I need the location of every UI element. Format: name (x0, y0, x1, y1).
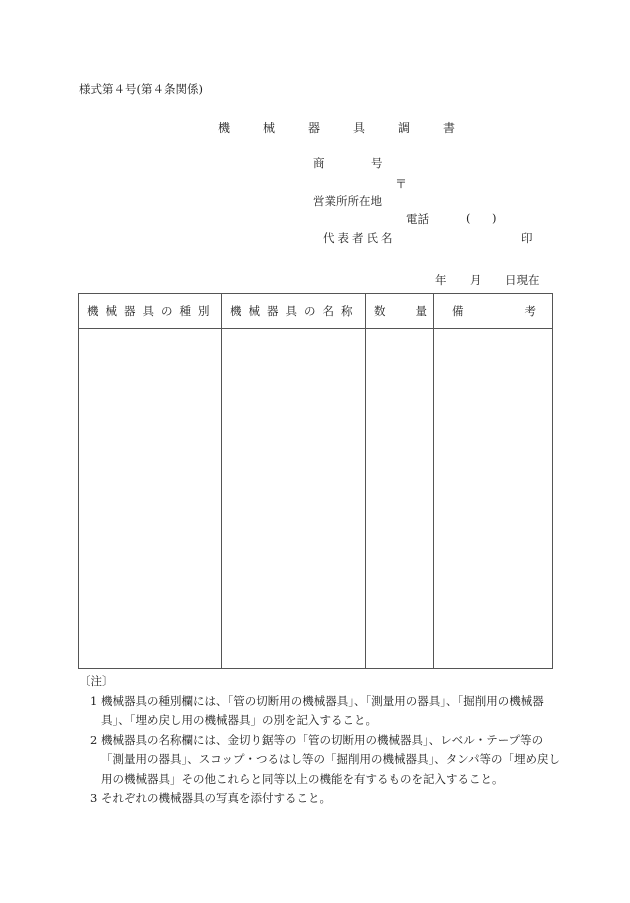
header-quantity: 数 量 (366, 294, 434, 329)
note-item (79, 692, 564, 731)
phone-paren-open: ( (466, 211, 471, 225)
postal-mark-icon: 〒 (395, 177, 408, 191)
note-item (79, 789, 564, 809)
equipment-table (78, 293, 553, 669)
header-remarks: 備 考 (434, 294, 553, 329)
note-text: それぞれの機械器具の写真を添付すること。 (101, 791, 331, 805)
note-number: 1 (90, 693, 98, 708)
date-month-label: 月 (470, 273, 482, 287)
cell-remarks[interactable] (434, 329, 553, 669)
form-number: 様式第４号(第４条関係) (79, 82, 203, 96)
note-item (79, 731, 564, 790)
cell-equipment-name[interactable] (222, 329, 366, 669)
table-row (79, 329, 553, 669)
date-year-label: 年 (435, 273, 447, 287)
date-day-label: 日現在 (505, 273, 540, 287)
note-text: 機械器具の種別欄には、「管の切断用の機械器具」、「測量用の器具」、「掘削用の機械器具」、「埋め戻し用の機械器具」の別を記入すること。 (101, 693, 544, 727)
document-title (218, 119, 488, 136)
header-equipment-name: 機械器具の名称 (222, 294, 366, 329)
trade-name-label-right: 号 (371, 156, 383, 170)
cell-quantity[interactable] (366, 329, 434, 669)
phone-paren-close: ) (492, 211, 497, 225)
representative-label: 代表者氏名 (323, 231, 396, 245)
title-char: 機 (218, 121, 231, 135)
title-char: 調 (398, 121, 411, 135)
title-char: 具 (353, 121, 366, 135)
phone-label: 電話 (406, 212, 429, 226)
trade-name-label-left: 商 (313, 156, 325, 170)
office-address-label: 営業所所在地 (313, 194, 382, 208)
note-text: 機械器具の名称欄には、金切り鋸等の「管の切断用の機械器具」、レベル・テープ等の「測量用の器具」、スコップ・つるはし等の「掘削用の機械器具」、タンパ等の「埋め戻し用の機械器具」その他これらと同等以上の機能を有するものを記入すること。 (101, 732, 560, 786)
cell-equipment-type[interactable] (79, 329, 222, 669)
title-char: 器 (308, 121, 321, 135)
title-char: 書 (443, 121, 456, 135)
note-number: 2 (90, 732, 98, 747)
seal-label: 印 (521, 231, 533, 245)
note-number: 3 (90, 791, 98, 805)
header-equipment-type: 機械器具の種別 (79, 294, 222, 329)
notes-section (79, 672, 564, 809)
notes-heading: 〔注〕 (79, 674, 114, 688)
table-header-row (79, 294, 553, 329)
title-char: 械 (263, 121, 276, 135)
